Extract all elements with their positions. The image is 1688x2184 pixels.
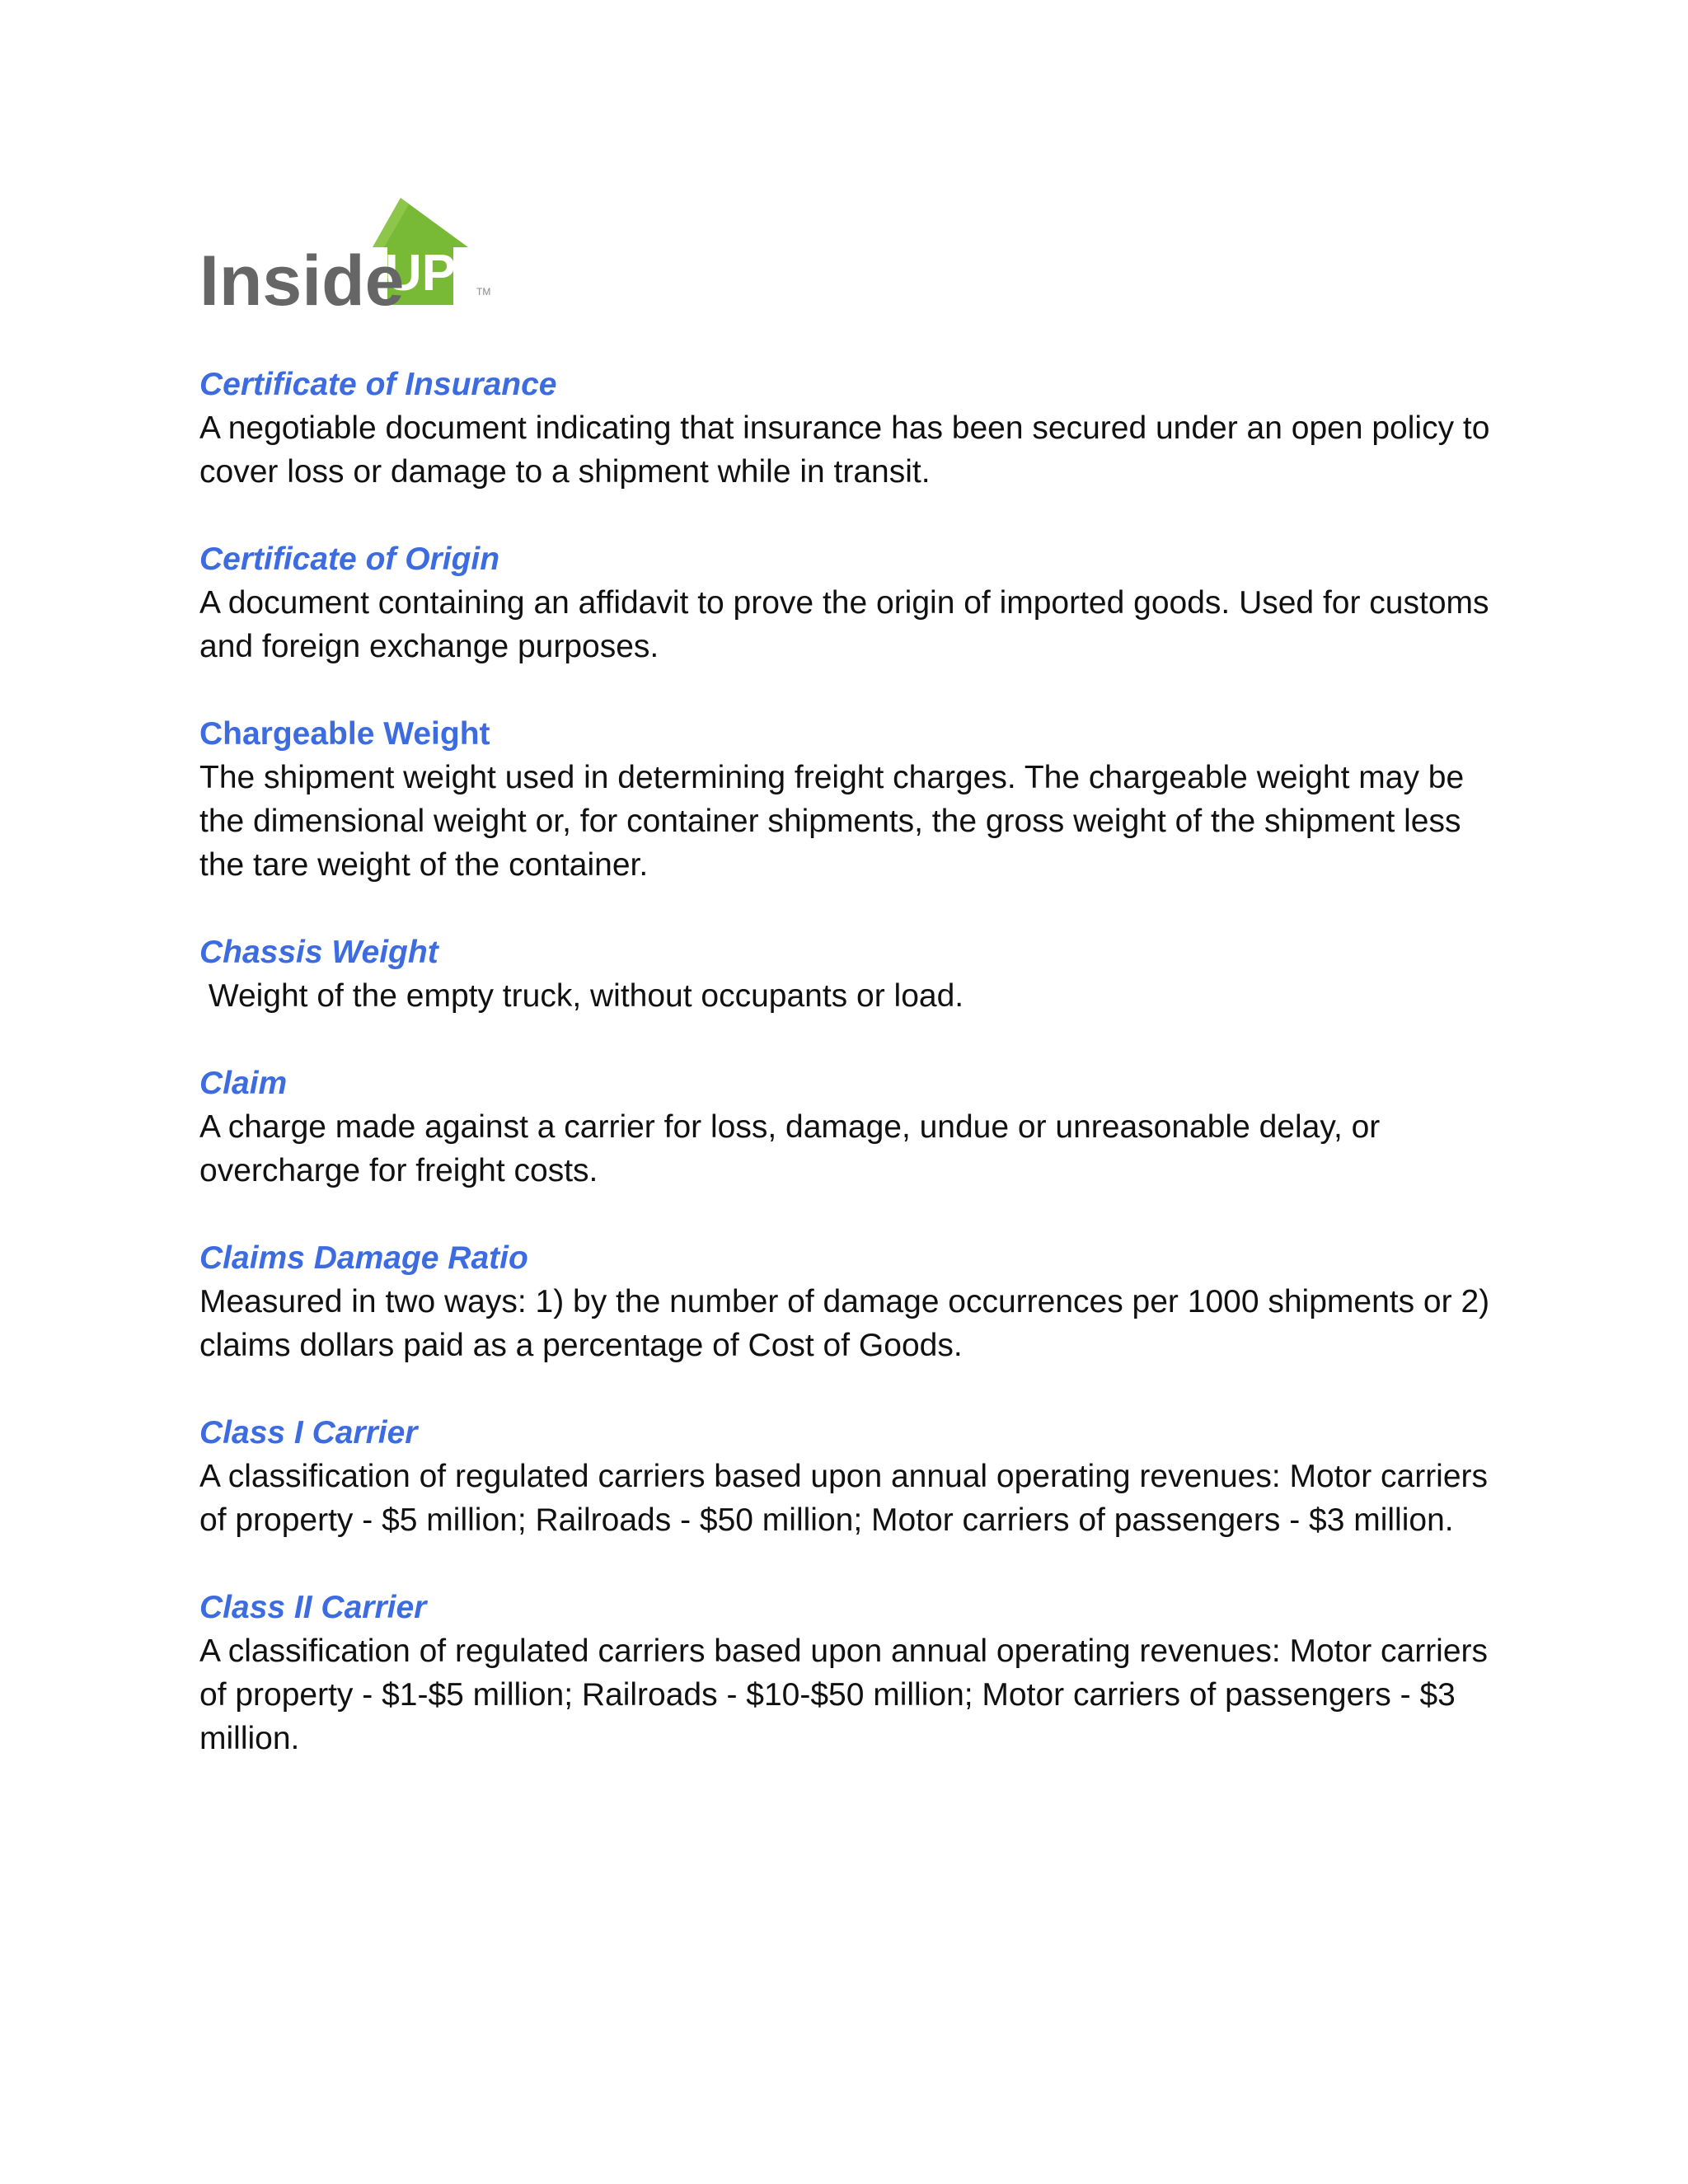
glossary-definition: A document containing an affidavit to prove the origin of imported goods. Used for customs and foreign exchange purposes. [199,585,1498,664]
glossary-term: Class I Carrier [199,1415,418,1451]
glossary-entry [199,1236,1502,1367]
glossary-term: Certificate of Origin [199,541,500,577]
glossary-entry [199,1062,1502,1193]
glossary-term: Class II Carrier [199,1590,427,1625]
glossary-definition: A classification of regulated carriers based upon annual operating revenues: Motor carriers of property - $1-$5 million; Railroads - $10-$50 million; Motor carriers of passengers - $3 million. [199,1633,1497,1756]
glossary-entry [199,930,1502,1018]
glossary-definition: A classification of regulated carriers based upon annual operating revenues: Motor carriers of property - $5 million; Railroads - $50 million; Motor carriers of passengers - $3 million. [199,1459,1497,1538]
logo-wordmark: Inside [199,241,405,321]
logo-trademark: TM [476,286,491,298]
glossary-definition: Measured in two ways: 1) by the number of damage occurrences per 1000 shipments or 2) claims dollars paid as a percentage of Cost of Goods. [199,1284,1498,1363]
glossary-term: Claims Damage Ratio [199,1240,528,1276]
glossary-definition: Weight of the empty truck, without occupants or load. [199,978,964,1014]
glossary-term: Chargeable Weight [199,716,490,752]
glossary-term: Chassis Weight [199,935,438,970]
insideup-logo-graphic [196,190,509,321]
glossary-entry [199,1586,1502,1760]
glossary-term: Claim [199,1066,288,1101]
logo-mark-text: UP [384,245,457,302]
insideup-logo [196,190,509,321]
glossary-entry [199,537,1502,668]
glossary-entry [199,1411,1502,1542]
glossary-definition: A negotiable document indicating that insurance has been secured under an open policy to cover loss or damage to a shipment while in transit. [199,410,1499,490]
glossary-term: Certificate of Insurance [199,367,557,402]
glossary-entries [199,363,1502,1804]
glossary-definition: The shipment weight used in determining freight charges. The chargeable weight may be the dimensional weight or, for container shipments, the gross weight of the shipment less the tare weight of the container. [199,760,1474,883]
glossary-definition: A charge made against a carrier for loss, damage, undue or unreasonable delay, or overcharge for freight costs. [199,1109,1390,1188]
glossary-entry [199,712,1502,887]
glossary-entry [199,363,1502,494]
